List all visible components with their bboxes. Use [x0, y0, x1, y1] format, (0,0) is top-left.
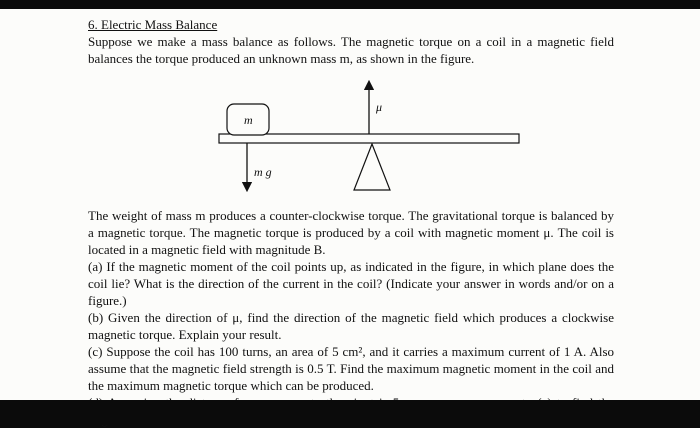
body-paragraph-part-a: (a) If the magnetic moment of the coil points up, as indicated in the figure, in which plane does the coil lie? What is the direction of the current in the coil? (Indicate your answer in words and/or on a figure.) [88, 259, 614, 308]
intro-paragraph: Suppose we make a mass balance as follows. The magnetic torque on a coil in a magnetic field balances the torque produced an unknown mass m, as shown in the figure. [88, 34, 614, 66]
mass-label: m [244, 113, 253, 127]
mg-label: m g [254, 165, 272, 179]
body-paragraph-part-b: (b) Given the direction of μ, find the direction of the magnetic field which produces a clockwise magnetic torque. Explain your result. [88, 310, 614, 342]
problem-title: 6. Electric Mass Balance [88, 17, 218, 32]
document-content [0, 9, 700, 428]
balance-diagram [218, 77, 528, 199]
body-paragraph-part-c: (c) Suppose the coil has 100 turns, an area of 5 cm², and it carries a maximum current of 1 A. Also assume that the magnetic field strength is 0.5 T. Find the maximum magnetic moment in the coil and the maximum magnetic torque which can be produced. [88, 344, 614, 393]
letterbox-bottom [0, 400, 700, 425]
pivot-triangle [354, 144, 390, 190]
document-page [0, 9, 700, 400]
letterbox-top [0, 0, 700, 9]
body-paragraph-explanation: The weight of mass m produces a counter-clockwise torque. The gravitational torque is balanced by a magnetic torque. The magnetic torque is produced by a coil with magnetic moment μ. The coil is located in a magnetic field with magnitude B. [88, 208, 614, 257]
mu-label: μ [376, 100, 383, 114]
problem-body [88, 207, 614, 428]
balance-figure [218, 77, 614, 199]
